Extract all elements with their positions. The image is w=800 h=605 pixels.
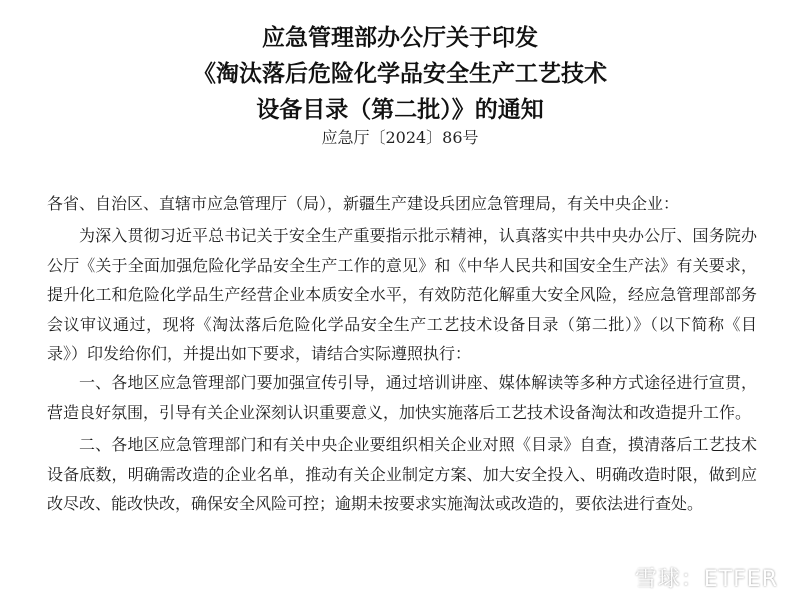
intro-paragraph: 为深入贯彻习近平总书记关于安全生产重要指示批示精神，认真落实中共中央办公厅、国务院办公厅《关于全面加强危险化学品安全生产工作的意见》和《中华人民共和国安全生产法》有关要求，提升化工和危险化学品生产经营企业本质安全水平，有效防范化解重大安全风险，经应急管理部部务会议审议通过，现将《淘汰落后危险化学品安全生产工艺技术设备目录（第二批）》（以下简称《目录》）印发给你们，并提出如下要求，请结合实际遵照执行： [47,226,757,364]
notice-body [47,189,757,518]
title-line-2: 《淘汰落后危险化学品安全生产工艺技术 [193,61,607,87]
document-number: 应急厅〔2024〕86号 [321,128,479,147]
requirement-paragraph-1: 一、各地区应急管理部门要加强宣传引导，通过培训讲座、媒体解读等多种方式途径进行宣贯，营造良好氛围，引导有关企业深刻认识重要意义，加快实施落后工艺技术设备淘汰和改造提升工作。 [47,373,757,422]
title-line-3: 设备目录（第二批）》的通知 [256,97,544,123]
addressee-line: 各省、自治区、直辖市应急管理厅（局），新疆生产建设兵团应急管理局，有关中央企业： [47,194,680,213]
snowball-logo-icon [603,565,629,591]
title-line-1: 应急管理部办公厅关于印发 [262,25,538,51]
watermark [603,562,778,593]
requirement-paragraph-2: 二、各地区应急管理部门和有关中央企业要组织相关企业对照《目录》自查，摸清落后工艺技术设备底数，明确需改造的企业名单，推动有关企业制定方案、加大安全投入、明确改造时限，做到应改尽改、能改快改，确保安全风险可控；逾期未按要求实施淘汰或改造的，要依法进行查处。 [47,435,757,514]
notice-title [0,20,800,128]
watermark-text: 雪球：ETFER [634,567,778,592]
